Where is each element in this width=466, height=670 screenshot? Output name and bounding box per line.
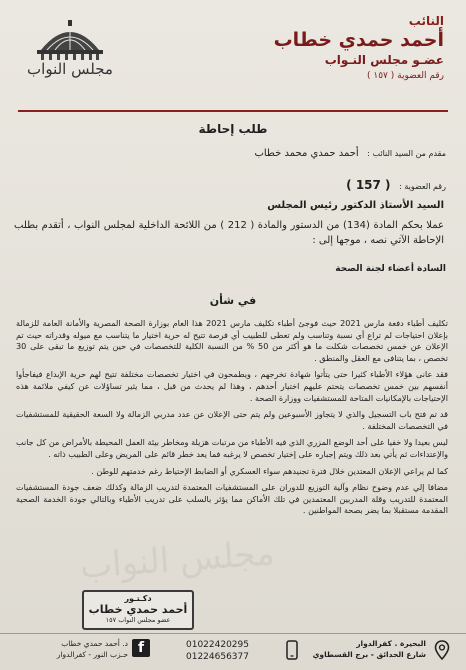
phone-number: 01224656377	[186, 652, 249, 662]
body-paragraph: تكليف أطباء دفعة مارس 2021 حيث فوجئ أطباء تكليف مارس 2021 هذا العام بوزارة الصحة المصرية والأمانة العامة للزمالة بإعلان احتياجات لم تراع أي نسبة وتناسب ولم تعطى للطبيب أي فرصة تتيح له حرية اختيار ما يتناسب مع ميوله وقدراته حيث تم الإعلان عن خمس تخصصات شكلت ما هو أكثر من 50 % من النسبة الكلية للتخصصات في حين يتم توزيع ما تبقى على 30 تخصص ، بما يتنافى مع العقل والمنطق .	[16, 318, 448, 363]
official-stamp	[82, 590, 194, 630]
body-paragraph: ليس بعيدا ولا خفيا على أحد الوضع المزري الذي فيه الأطباء من مرتبات هزيلة ومخاطر بيئة العمل المحيطة بالأمراض من كل جانب والإعتداءات ثم يأتي بعد ذلك ويتم إجباره على إختيار تخصص لا يرغبه فما يعد خطر قائم على المريض وعلى الطبيب ذاته .	[16, 437, 448, 459]
parliament-logo	[20, 20, 120, 78]
facebook-icon: f	[132, 639, 150, 657]
mp-role: عضـو مجلس النـواب	[324, 53, 444, 67]
footer-phones	[186, 639, 249, 663]
submitter-line	[254, 148, 446, 159]
footer-social	[24, 638, 128, 660]
mobile-phone-icon	[286, 640, 298, 660]
body-paragraph: قد تم فتح باب التسجيل والذي لا يتجاوز الأسبوعين ولم يتم حتى الإعلان عن عدد مدربي الزمالة ولا السعة الحقيقية للمستشفيات في التخصصات المختلفة .	[16, 409, 448, 431]
membership-line	[346, 178, 446, 192]
body-paragraph: كما لم يراعي الإعلان المعتدين خلال فترة تجنيدهم سواء العسكري أو الضابط الإحتياط رغم خدمتهم للوطن .	[91, 465, 448, 476]
address-line-1: البحيرة . كفرالدوار	[356, 639, 426, 648]
social-name: د. أحمد حمدي خطاب	[61, 639, 128, 648]
submitter-label: مقدم من السيد النائب :	[367, 149, 446, 158]
document-title: طلب إحاطة	[198, 122, 268, 136]
destination: السادة أعضاء لجنة الصحة	[335, 264, 446, 274]
footer	[0, 633, 466, 670]
watermark: مجلس النواب	[78, 533, 276, 587]
address-line-2: شارع الحدائق - برج القسطاوي	[312, 650, 426, 659]
membership-value: ( 157 )	[346, 178, 391, 192]
stamp-line-2: أحمد حمدي خطاب	[88, 603, 188, 616]
body-paragraph: فقد عانى هؤلاء الأطباء كثيرا حتى يتأتوا شهادة تخرجهم ، ويطمحون في اختيار تخصصات مختلفة تتيح لهم حرية الإبداع فيفاجأوا أنفسهم بين خمس تخصصات يتحتم عليهم اختيار أحدهم ، وهذا لم يحدث من قبل ، مما يثير تساؤلات عن كيفي ملائمة هذه الإحتياجات بالإمكانيات المتاحة للمستشفيات ووزارة الصحة .	[16, 369, 448, 403]
letterhead	[0, 0, 466, 112]
addressee: السيد الأستاذ الدكتور رئيس المجلس	[267, 200, 444, 211]
subject-heading: في شأن	[209, 294, 257, 307]
mp-name: أحمد حمدي خطاب	[273, 29, 444, 51]
stamp-line-1: دكـتـور	[124, 594, 152, 603]
request-body	[16, 318, 448, 522]
membership-label: رقم العضوية :	[399, 182, 446, 191]
stamp-line-3: عضو مجلس النواب ١٥٧	[105, 616, 171, 624]
dome-icon	[33, 20, 107, 62]
mp-title: النائب	[408, 14, 444, 28]
phone-number: 01022420295	[186, 640, 249, 650]
body-paragraph: مضافا إلي عدم وضوح نظام وآلية التوزيع للدوران على المستشفيات المعتمدة لتدريب الزمالة وكذلك ضعف جودة المستشفيات المعتمدة للتدريب وقلة المدربين المعتمدين في تلك الأماكن مما يؤثر بالسلب على تدريب الأطباء وبالتالي جودة الخدمة الصحية المقدمة مستقبلا بما يضر بصحة المواطنين .	[16, 482, 448, 516]
header-divider	[18, 110, 448, 112]
footer-address	[313, 638, 426, 660]
mp-membership: رقم العضوية ( ١٥٧ )	[367, 71, 444, 81]
mp-name-block	[274, 14, 444, 81]
social-party: حـزب النور - كفرالدوار	[56, 650, 128, 659]
location-pin-icon	[434, 640, 450, 660]
submitter-name: أحمد حمدي محمد خطاب	[254, 148, 359, 159]
intro-paragraph: عملا بحكم المادة (134) من الدستور والمادة ( 212 ) من اللائحة الداخلية لمجلس النواب ، أتقدم بطلب الإحاطة الآتي نصه ، موجها إلى :	[14, 220, 445, 246]
logo-text: مجلس النواب	[27, 60, 113, 78]
